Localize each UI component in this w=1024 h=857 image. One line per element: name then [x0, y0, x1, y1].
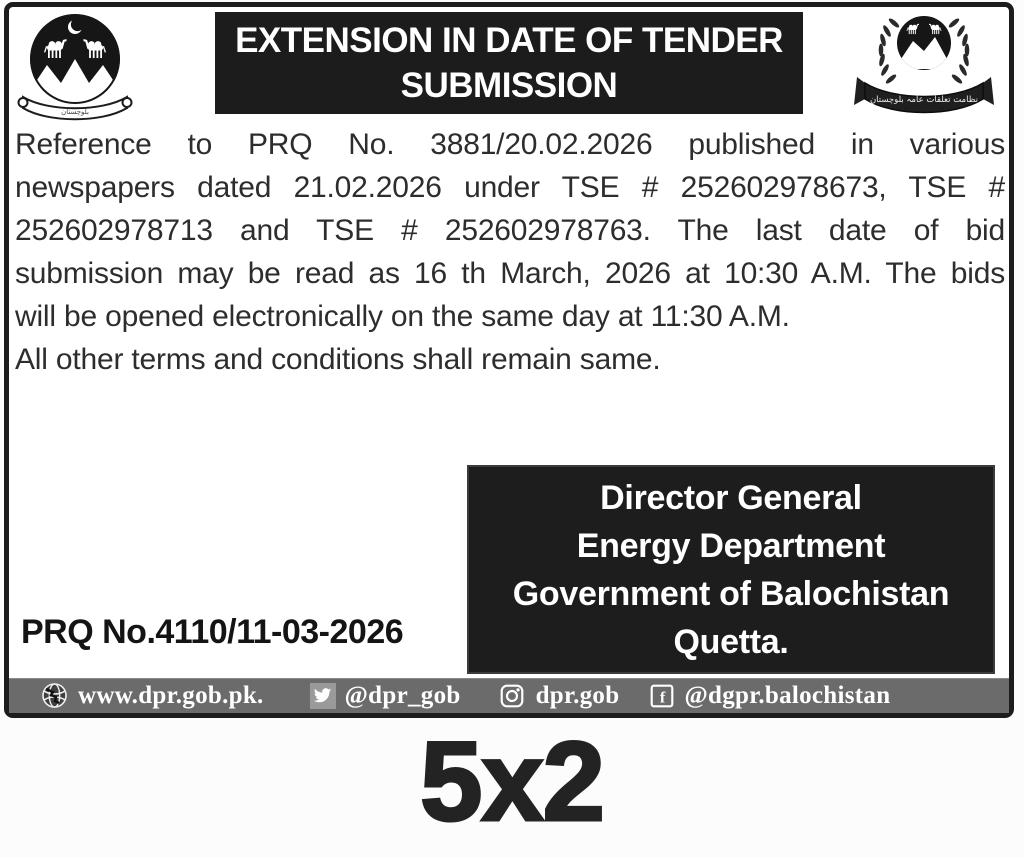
signature-line: Energy Department [576, 526, 886, 565]
globe-icon [41, 682, 68, 709]
instagram-icon [499, 683, 525, 709]
website-url: www.dpr.gob.pk. [78, 681, 264, 709]
signature-line: Quetta. [673, 622, 789, 661]
ad-size-label: 5x2 [420, 719, 604, 844]
svg-text:f: f [660, 688, 666, 706]
title-line-2: SUBMISSION [400, 66, 618, 105]
twitter-handle: @dpr_gob [344, 681, 461, 709]
left-emblem-ribbon-text: بلوچستان [61, 108, 89, 116]
body-line: submission may be read as 16 th March, 2026 at 10:30 A.M. The bids [15, 257, 1005, 290]
signature-line: Government of Balochistan [512, 574, 950, 613]
facebook-handle: @dgpr.balochistan [684, 681, 891, 709]
body-line: 252602978713 and TSE # 252602978763. The last date of bid [15, 214, 1005, 247]
body-line: All other terms and conditions shall remain same. [15, 343, 661, 376]
right-emblem-ribbon-text: نظامت تعلقات عامہ بلوچستان [869, 95, 979, 105]
twitter-icon [310, 683, 336, 709]
prq-reference: PRQ No.4110/11-03-2026 [21, 613, 404, 651]
title-line-1: EXTENSION IN DATE OF TENDER [235, 21, 783, 60]
tender-notice-ad [4, 2, 1014, 718]
signature-box [467, 465, 995, 674]
signature-line: Director General [600, 478, 862, 517]
footer-bar [9, 678, 1009, 713]
body-line: newspapers dated 21.02.2026 under TSE # 252602978673, TSE # [15, 171, 1005, 204]
dpr-balochistan-emblem-icon [849, 7, 999, 125]
facebook-icon [649, 683, 675, 709]
balochistan-government-emblem-icon [13, 9, 137, 124]
body-line: Reference to PRQ No. 3881/20.02.2026 published in various [15, 128, 1005, 161]
notice-body [15, 123, 1005, 381]
body-line: will be opened electronically on the same day at 11:30 A.M. [15, 300, 790, 333]
instagram-handle: dpr.gob [535, 681, 620, 709]
title-banner [215, 12, 803, 114]
